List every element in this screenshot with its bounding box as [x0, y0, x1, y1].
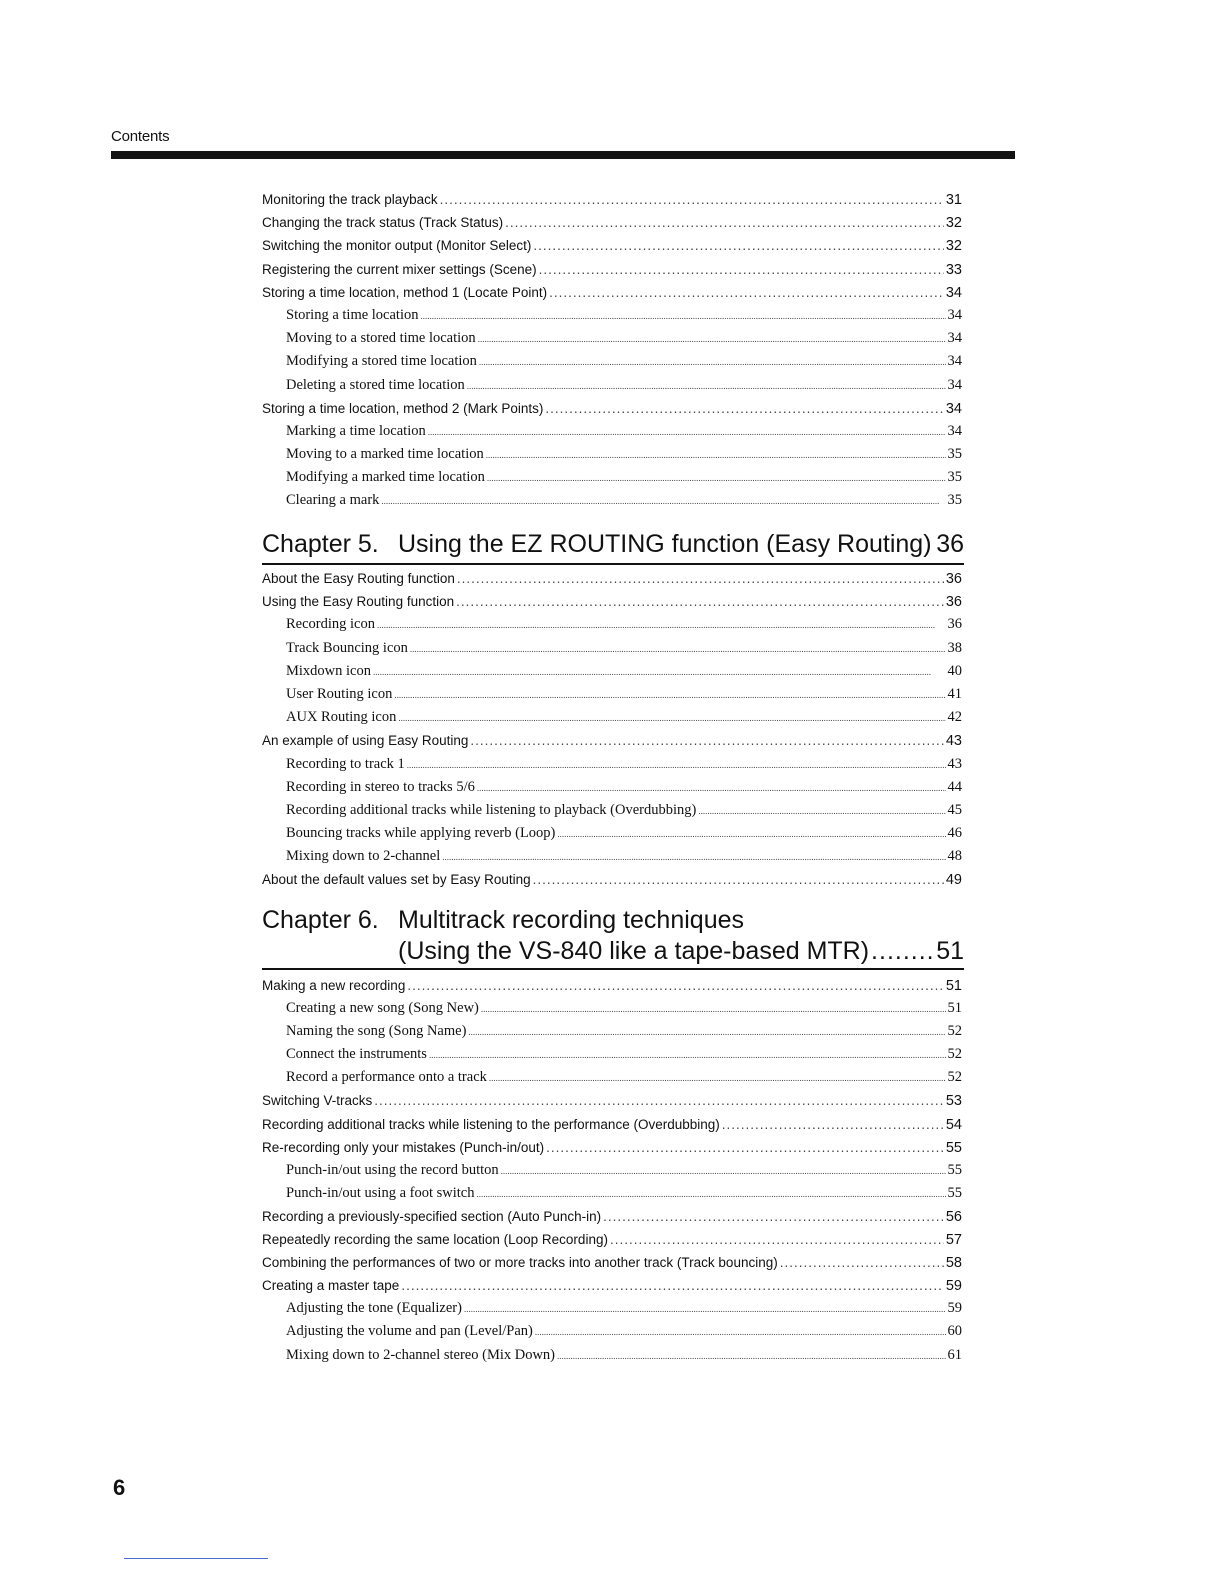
leader-dots — [374, 1089, 944, 1112]
toc-entry-page: 34 — [947, 422, 962, 439]
leader-dots — [429, 1044, 946, 1067]
toc-entry-page: 48 — [947, 848, 962, 865]
toc-entry-page: 61 — [947, 1346, 962, 1363]
leader-dots — [468, 1021, 945, 1044]
leader-dots — [535, 1321, 946, 1344]
toc-entry[interactable] — [262, 397, 962, 420]
leader-dots — [501, 1160, 946, 1183]
toc-subentry[interactable] — [262, 753, 962, 776]
toc-entry[interactable] — [262, 234, 962, 257]
toc-entry-title: About the Easy Routing function — [262, 571, 455, 586]
toc-subentry[interactable] — [262, 637, 962, 660]
toc-entry-title: Deleting a stored time location — [286, 376, 465, 393]
chapter-5-number: Chapter 5. — [262, 530, 379, 558]
chapter-6-heading[interactable] — [262, 904, 964, 970]
leader-dots — [489, 1067, 946, 1090]
leader-dots — [377, 614, 946, 637]
leader-dots — [533, 868, 944, 891]
toc-entry-page: 46 — [947, 825, 962, 842]
toc-entry-title: Switching the monitor output (Monitor Select) — [262, 238, 532, 254]
toc-entry-title: Registering the current mixer settings (Scene) — [262, 261, 537, 277]
toc-entry-title: Clearing a mark — [286, 492, 380, 509]
toc-entry-title: Switching V-tracks — [262, 1093, 373, 1109]
toc-entry-title: Moving to a stored time location — [286, 330, 476, 347]
toc-subentry[interactable] — [262, 443, 962, 466]
header-rule — [111, 151, 1015, 159]
toc-entry-title: Recording icon — [286, 616, 375, 633]
toc-entry-page: 49 — [945, 872, 962, 889]
toc-entry-title: Connect the instruments — [286, 1046, 427, 1063]
toc-entry[interactable] — [262, 1136, 962, 1159]
toc-entry-title: About the default values set by Easy Routing — [262, 872, 531, 888]
toc-entry-page: 34 — [947, 306, 962, 323]
toc-entry-title: Storing a time location, method 2 (Mark Points) — [262, 400, 544, 416]
chapter-5-page: 36 — [936, 530, 964, 558]
leader-dots — [545, 397, 943, 420]
toc-subentry[interactable] — [262, 660, 962, 683]
chapter-6-title-line-1: Multitrack recording techniques — [398, 906, 744, 934]
toc-subentry[interactable] — [262, 489, 962, 512]
toc-entry-title: Punch-in/out using a foot switch — [286, 1184, 475, 1201]
toc-entry-page: 32 — [945, 215, 962, 232]
running-header: Contents — [111, 128, 170, 145]
toc-subentry[interactable] — [262, 466, 962, 489]
toc-entry-page: 41 — [947, 685, 962, 702]
toc-entry-title: Recording additional tracks while listening to the performance (Overdubbing) — [262, 1116, 720, 1132]
toc-entry[interactable] — [262, 974, 962, 997]
toc-entry-page: 57 — [945, 1232, 962, 1249]
toc-entry-page: 33 — [945, 261, 962, 278]
toc-entry-title: Adjusting the volume and pan (Level/Pan) — [286, 1323, 533, 1340]
toc-entry-title: Modifying a stored time location — [286, 353, 477, 370]
toc-subentry[interactable] — [262, 1297, 962, 1320]
toc-entry-page: 35 — [947, 469, 962, 486]
toc-subentry[interactable] — [262, 1043, 962, 1066]
toc-entry-page: 35 — [947, 446, 962, 463]
toc-entry-page: 52 — [947, 1023, 962, 1040]
toc-entry-page: 58 — [945, 1255, 962, 1272]
toc-entry-page: 55 — [947, 1161, 962, 1178]
toc-entry-page: 55 — [945, 1139, 962, 1156]
leader-dots — [401, 1274, 944, 1297]
toc-entry[interactable] — [262, 188, 962, 211]
page-number: 6 — [113, 1475, 126, 1500]
toc-subentry[interactable] — [262, 1066, 962, 1089]
leader-dots — [407, 974, 944, 997]
toc-entry-page: 51 — [945, 978, 962, 994]
leader-dots — [557, 823, 945, 846]
toc-entry-page: 60 — [947, 1323, 962, 1340]
leader-dots — [610, 1228, 944, 1251]
toc-section-2 — [262, 567, 962, 892]
toc-subentry[interactable] — [262, 374, 962, 397]
leader-dots — [457, 567, 944, 590]
toc-entry-page: 59 — [945, 1278, 962, 1295]
toc-entry-title: Storing a time location, method 1 (Locate Point) — [262, 284, 548, 300]
leader-dots — [410, 638, 946, 661]
leader-dots — [428, 421, 946, 444]
leader-dots — [557, 1345, 945, 1368]
toc-subentry[interactable] — [262, 1320, 962, 1343]
toc-entry-page: 56 — [945, 1208, 962, 1225]
toc-entry-title: Re-recording only your mistakes (Punch-in/out) — [262, 1139, 545, 1155]
toc-entry[interactable] — [262, 590, 962, 613]
toc-entry-page: 52 — [947, 1069, 962, 1086]
leader-dots — [539, 258, 944, 281]
toc-entry-title: Modifying a marked time location — [286, 469, 485, 486]
leader-dots — [456, 590, 944, 613]
leader-dots — [505, 211, 944, 234]
toc-entry[interactable] — [262, 258, 962, 281]
toc-entry-title: Storing a time location — [286, 306, 419, 323]
leader-dots — [470, 729, 943, 752]
toc-entry-page: 42 — [947, 709, 962, 726]
toc-entry-title: Mixdown icon — [286, 662, 371, 679]
toc-entry[interactable] — [262, 211, 962, 234]
toc-entry-title: Combining the performances of two or more tracks into another track (Track bouncing) — [262, 1255, 778, 1271]
toc-subentry[interactable] — [262, 845, 962, 868]
leader-dots — [477, 1183, 946, 1206]
toc-entry-page: 54 — [945, 1116, 962, 1133]
toc-subentry[interactable] — [262, 997, 962, 1020]
toc-subentry[interactable] — [262, 1159, 962, 1182]
toc-subentry[interactable] — [262, 683, 962, 706]
chapter-5-heading[interactable] — [262, 527, 964, 565]
chapter-6-title-line-2: (Using the VS-840 like a tape-based MTR) — [398, 937, 870, 965]
leader-dots — [440, 188, 944, 211]
toc-subentry[interactable] — [262, 304, 962, 327]
leader-dots — [780, 1251, 944, 1274]
chapter-6-line-2 — [262, 936, 964, 968]
leader-dots — [407, 754, 946, 777]
leader-dots — [442, 846, 945, 869]
leader-dots — [486, 444, 946, 467]
leader-dots — [698, 800, 945, 823]
toc-entry-title: Bouncing tracks while applying reverb (Loop) — [286, 825, 556, 842]
toc-entry-title: Recording a previously-specified section (Auto Punch-in) — [262, 1208, 602, 1224]
leader-dots — [394, 684, 945, 707]
leader-dots — [421, 305, 946, 328]
chapter-5-title: Using the EZ ROUTING function (Easy Routing) — [398, 530, 932, 558]
toc-subentry[interactable] — [262, 822, 962, 845]
toc-entry-page: 31 — [945, 192, 962, 208]
toc-entry-page: 34 — [945, 284, 962, 301]
toc-entry-page: 52 — [947, 1046, 962, 1063]
toc-entry-title: Mixing down to 2-channel — [286, 848, 441, 865]
leader-dots — [722, 1113, 944, 1136]
leader-dots — [533, 234, 943, 257]
toc-entry-page: 59 — [947, 1300, 962, 1317]
toc-subentry[interactable] — [262, 776, 962, 799]
toc-entry[interactable] — [262, 1251, 962, 1274]
toc-entry-page: 43 — [947, 755, 962, 772]
toc-subentry[interactable] — [262, 799, 962, 822]
toc-subentry[interactable] — [262, 420, 962, 443]
leader-dots — [487, 467, 946, 490]
leader-dots — [478, 328, 946, 351]
toc-subentry[interactable] — [262, 1344, 962, 1367]
toc-entry-title: Changing the track status (Track Status) — [262, 215, 504, 231]
toc-entry-page: 55 — [947, 1184, 962, 1201]
toc-entry-title: Mixing down to 2-channel stereo (Mix Down) — [286, 1346, 556, 1363]
toc-entry-page: 34 — [945, 400, 962, 417]
toc-entry[interactable] — [262, 729, 962, 752]
leader-dots — [603, 1205, 944, 1228]
toc-entry-title: Recording additional tracks while listening to playback (Overdubbing) — [286, 801, 697, 818]
toc-entry[interactable] — [262, 1089, 962, 1112]
toc-entry[interactable] — [262, 1205, 962, 1228]
toc-entry-title: AUX Routing icon — [286, 709, 397, 726]
toc-entry-title: An example of using Easy Routing — [262, 733, 469, 749]
leader-dots — [467, 375, 946, 398]
toc-entry-page: 40 — [947, 662, 962, 679]
toc-subentry[interactable] — [262, 1182, 962, 1205]
toc-entry[interactable] — [262, 281, 962, 304]
chapter-6-leader-dots — [871, 936, 934, 966]
toc-entry[interactable] — [262, 1113, 962, 1136]
toc-entry-page: 35 — [947, 492, 962, 509]
footer-rule — [124, 1558, 268, 1559]
toc-entry-title: Punch-in/out using the record button — [286, 1161, 499, 1178]
toc-subentry[interactable] — [262, 613, 962, 636]
chapter-6-page: 51 — [936, 937, 964, 965]
leader-dots — [477, 777, 946, 800]
chapter-5-title-wrap — [262, 527, 932, 561]
leader-dots — [373, 661, 946, 684]
toc-entry-page: 32 — [945, 238, 962, 255]
toc-subentry[interactable] — [262, 1020, 962, 1043]
chapter-5-leader-dots — [934, 527, 935, 561]
chapter-6-line-1 — [262, 904, 964, 936]
leader-dots — [398, 707, 945, 730]
leader-dots — [481, 998, 946, 1021]
toc-entry-title: Track Bouncing icon — [286, 639, 408, 656]
toc-entry-title: Record a performance onto a track — [286, 1069, 487, 1086]
toc-entry-title: Adjusting the tone (Equalizer) — [286, 1300, 462, 1317]
toc-entry-page: 44 — [947, 778, 962, 795]
toc-entry-title: Creating a master tape — [262, 1278, 400, 1294]
toc-entry[interactable] — [262, 1228, 962, 1251]
toc-entry-page: 34 — [947, 376, 962, 393]
toc-entry-title: Making a new recording — [262, 978, 406, 993]
toc-entry-title: Recording to track 1 — [286, 755, 405, 772]
toc-entry-page: 38 — [947, 639, 962, 656]
toc-entry[interactable] — [262, 868, 962, 891]
toc-entry-page: 43 — [945, 733, 962, 750]
toc-entry-page: 45 — [947, 801, 962, 818]
leader-dots — [464, 1298, 946, 1321]
toc-entry-page: 34 — [947, 330, 962, 347]
toc-entry-title: Marking a time location — [286, 422, 426, 439]
toc-entry[interactable] — [262, 1274, 962, 1297]
toc-entry-page: 34 — [947, 353, 962, 370]
toc-section-1 — [262, 188, 962, 513]
leader-dots — [549, 281, 944, 304]
toc-entry-title: Using the Easy Routing function — [262, 594, 455, 610]
toc-entry-page: 53 — [945, 1093, 962, 1110]
toc-entry-page: 36 — [945, 571, 962, 587]
toc-entry-title: Repeatedly recording the same location (Loop Recording) — [262, 1232, 608, 1248]
toc-entry-title: Recording in stereo to tracks 5/6 — [286, 778, 475, 795]
toc-entry-title: Moving to a marked time location — [286, 446, 484, 463]
toc-entry[interactable] — [262, 567, 962, 590]
leader-dots — [381, 490, 945, 513]
leader-dots — [546, 1136, 944, 1159]
toc-entry-page: 36 — [945, 594, 962, 611]
toc-entry-title: Creating a new song (Song New) — [286, 1000, 479, 1017]
toc-entry-page: 36 — [947, 616, 962, 633]
toc-entry-page: 51 — [947, 1000, 962, 1017]
toc-entry-title: Monitoring the track playback — [262, 192, 438, 207]
toc-subentry[interactable] — [262, 350, 962, 373]
leader-dots — [479, 351, 946, 374]
toc-entry-title: User Routing icon — [286, 685, 393, 702]
toc-entry-title: Naming the song (Song Name) — [286, 1023, 467, 1040]
chapter-6-number: Chapter 6. — [262, 906, 379, 934]
toc-subentry[interactable] — [262, 327, 962, 350]
toc-subentry[interactable] — [262, 706, 962, 729]
toc-section-3 — [262, 974, 962, 1367]
